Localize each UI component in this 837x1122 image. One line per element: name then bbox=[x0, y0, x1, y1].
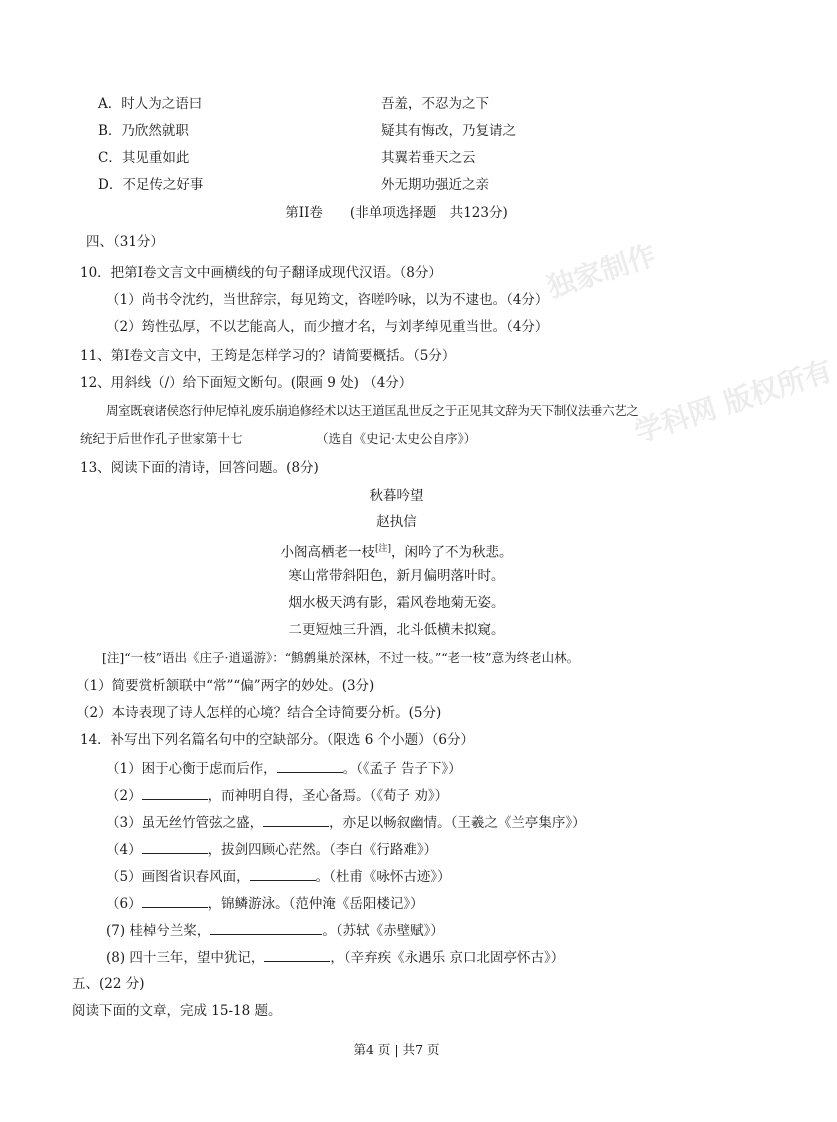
question-10-1: （1）尚书令沈约，当世辞宗，每见筠文，咨嗟吟咏，以为不逮也。（4分） bbox=[106, 292, 549, 308]
question-14-item: （6） ，锦鳞游泳。（范仲淹《岳阳楼记》） bbox=[106, 893, 424, 913]
poem-line-1: 小阁高栖老一枝[注]，闲吟了不为秋悲。 bbox=[280, 544, 513, 561]
option-d: D．不足传之好事 外无期功强近之亲 bbox=[98, 177, 489, 193]
question-14-item: （5）画图省识春风面， 。（杜甫《咏怀古迹》） bbox=[106, 866, 451, 886]
option-a: A．时人为之语曰 吾羞，不忍为之下 bbox=[98, 96, 489, 112]
question-11: 11、第Ⅰ卷文言文中，王筠是怎样学习的？请简要概括。（5分） bbox=[80, 348, 456, 364]
question-14-item: （3）虽无丝竹管弦之盛， ，亦足以畅叙幽情。（王羲之《兰亭集序》） bbox=[106, 812, 586, 832]
question-10-2: （2）筠性弘厚，不以艺能高人，而少擅才名，与刘孝绰见重当世。（4分） bbox=[106, 319, 549, 335]
answer-blank[interactable] bbox=[142, 839, 208, 854]
poem-line-2: 寒山常带斜阳色，新月偏明落叶时。 bbox=[288, 568, 505, 584]
question-13-2: （2）本诗表现了诗人怎样的心境？结合全诗简要分析。(5分) bbox=[76, 705, 442, 721]
poem-author: 赵执信 bbox=[376, 514, 417, 530]
answer-blank[interactable] bbox=[210, 920, 322, 935]
question-14-item: （1）困于心衡于虑而后作， 。（《孟子 告子下》） bbox=[106, 758, 462, 778]
answer-blank[interactable] bbox=[250, 866, 316, 881]
answer-blank[interactable] bbox=[142, 893, 208, 908]
question-14-item: (7) 桂棹兮兰桨， 。（苏轼《赤壁赋》） bbox=[106, 920, 444, 940]
poem-line-3: 烟水极天鸿有影，霜风卷地菊无姿。 bbox=[288, 595, 505, 611]
question-12-text-2: 统纪于后世作孔子世家第十七 （选自《史记·太史公自序》） bbox=[80, 431, 477, 446]
poem-note: [注]“一枝”语出《庄子·逍遥游》：“鹪鹩巢於深林，不过一枝。”“老一枝”意为终老山林。 bbox=[102, 650, 580, 665]
option-c: C．其见重如此 其翼若垂天之云 bbox=[98, 150, 476, 166]
poem-title: 秋暮吟望 bbox=[369, 488, 424, 504]
page-footer: 第4 页 | 共7 页 bbox=[353, 1042, 440, 1057]
answer-blank[interactable] bbox=[263, 812, 329, 827]
question-13-1: （1）简要赏析颔联中“常”“偏”两字的妙处。(3分) bbox=[76, 678, 375, 694]
section-heading-4: 四、（31分） bbox=[86, 234, 164, 250]
question-14-item: （2） ，而神明自得，圣心备焉。（《荀子 劝》） bbox=[106, 785, 448, 805]
answer-blank[interactable] bbox=[142, 785, 208, 800]
question-10: 10．把第Ⅰ卷文言文中画横线的句子翻译成现代汉语。（8分） bbox=[80, 265, 442, 281]
watermark: 学科网 版权所有 bbox=[630, 353, 837, 449]
reading-instruction: 阅读下面的文章，完成 15-18 题。 bbox=[72, 1003, 282, 1019]
question-13: 13、阅读下面的清诗，回答问题。(8分) bbox=[80, 460, 319, 476]
option-b: B．乃欣然就职 疑其有悔改，乃复请之 bbox=[98, 123, 516, 139]
answer-blank[interactable] bbox=[264, 947, 330, 962]
question-14-item: (8) 四十三年，望中犹记， ，（辛弃疾《永遇乐 京口北固亭怀古》） bbox=[106, 947, 564, 967]
watermark: 独家制作 bbox=[543, 238, 660, 305]
question-12-text: 周室既衰诸侯恣行仲尼悼礼废乐崩追修经术以达王道匡乱世反之于正见其文辞为天下制仪法垂六艺之 bbox=[106, 403, 639, 418]
question-12: 12、用斜线（/）给下面短文断句。(限画 9 处) （4分） bbox=[80, 375, 413, 391]
answer-blank[interactable] bbox=[277, 758, 343, 773]
question-14-item: （4） ，拔剑四顾心茫然。（李白《行路难》） bbox=[106, 839, 437, 859]
section-heading-5: 五、(22 分) bbox=[72, 976, 145, 992]
poem-line-4: 二更短烛三升酒，北斗低横未拟窥。 bbox=[288, 622, 505, 638]
volume-title: 第II卷 (非单项选择题 共123分) bbox=[285, 205, 508, 221]
question-14: 14．补写出下列名篇名句中的空缺部分。（限选 6 个小题）（6分） bbox=[80, 732, 474, 748]
